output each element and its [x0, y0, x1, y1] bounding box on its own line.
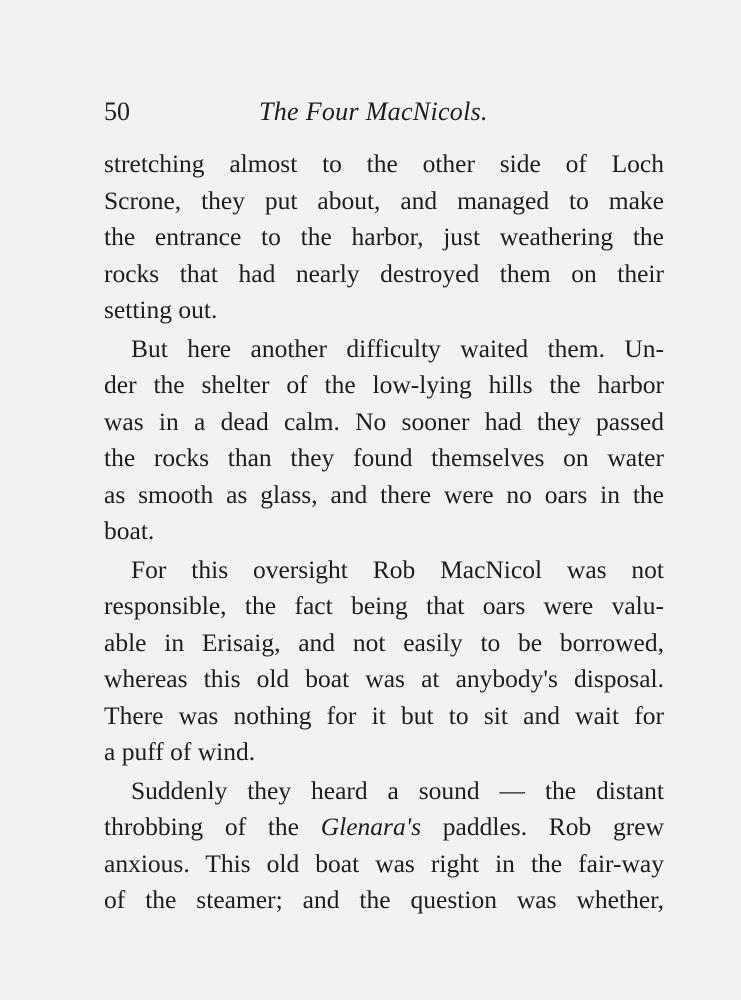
text-line: able in Erisaig, and not easily to be borrowed,	[104, 627, 664, 657]
text-line: Suddenly they heard a sound — the distant	[131, 775, 664, 805]
text-line: Scrone, they put about, and managed to make	[104, 185, 664, 215]
paragraph	[104, 773, 664, 919]
text-line: of the steamer; and the question was whether,	[104, 885, 664, 914]
text-line: For this oversight Rob MacNicol was not	[131, 554, 664, 584]
paragraph	[104, 331, 664, 550]
text-line: setting out.	[104, 295, 218, 324]
body-text	[104, 146, 664, 919]
text-fragment: paddles. Rob grew	[421, 812, 664, 841]
page-number: 50	[104, 97, 130, 126]
text-line: stretching almost to the other side of Loch	[104, 149, 664, 178]
text-line: der the shelter of the low-lying hills the harbor	[104, 370, 664, 399]
text-line: a puff of wind.	[104, 737, 256, 766]
text-line: whereas this old boat was at anybody's disposal.	[104, 664, 664, 693]
text-line: rocks that had nearly destroyed them on their	[104, 258, 664, 288]
text-line: responsible, the fact being that oars were valu-	[104, 591, 664, 620]
paragraph	[104, 146, 664, 329]
text-line: But here another difficulty waited them. Un-	[131, 333, 664, 363]
ship-name: Glenara's	[320, 812, 422, 841]
text-line: as smooth as glass, and there were no oars in the	[104, 479, 664, 509]
text-line	[104, 809, 664, 846]
text-fragment: throbbing of the	[104, 812, 321, 841]
running-head	[104, 92, 664, 132]
paragraph	[104, 552, 664, 771]
text-line: was in a dead calm. No sooner had they passed	[104, 406, 664, 436]
text-line: anxious. This old boat was right in the fair-way	[104, 848, 664, 878]
text-line: There was nothing for it but to sit and wait for	[104, 700, 664, 730]
text-line: the rocks than they found themselves on water	[104, 443, 664, 472]
text-line: the entrance to the harbor, just weathering the	[104, 222, 664, 251]
book-title: The Four MacNicols.	[259, 97, 488, 126]
text-line: boat.	[104, 516, 155, 545]
